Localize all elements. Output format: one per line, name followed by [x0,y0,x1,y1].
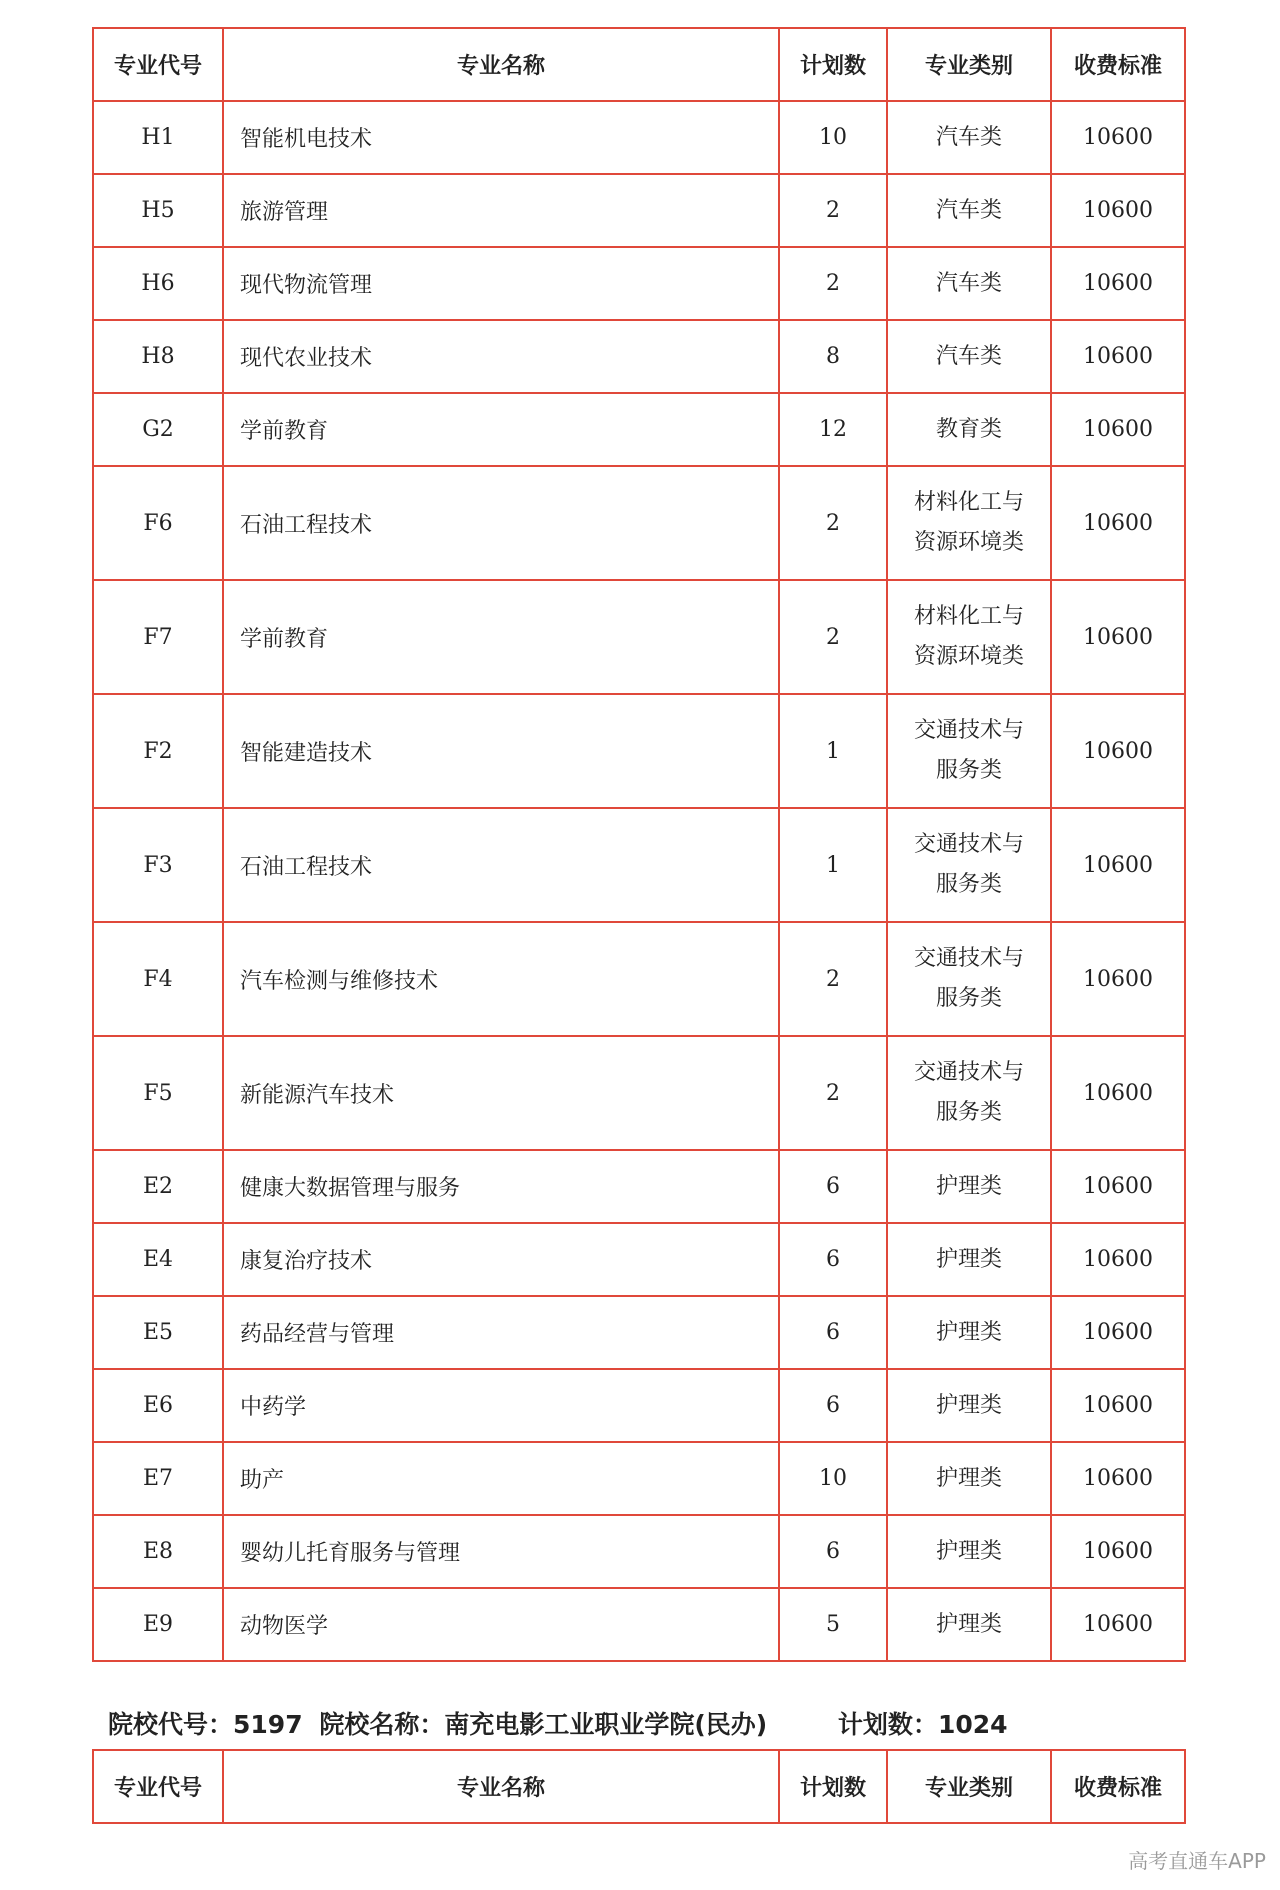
cell-name: 助产 [223,1442,779,1515]
cell-category: 汽车类 [887,320,1051,393]
cell-code: E2 [93,1150,223,1223]
table-row [93,580,1185,694]
watermark-text: 高考直通车APP [1128,1849,1266,1873]
cell-category [887,922,1051,1036]
cell-plan: 2 [779,174,887,247]
cell-name: 旅游管理 [223,174,779,247]
cell-fee: 10600 [1051,1588,1185,1661]
cell-name: 现代农业技术 [223,320,779,393]
table-row [93,1442,1185,1515]
cell-fee: 10600 [1051,1442,1185,1515]
cell-code: H1 [93,101,223,174]
cell-category: 护理类 [887,1369,1051,1442]
header-name: 专业名称 [223,1750,779,1823]
cell-category: 护理类 [887,1588,1051,1661]
cell-plan: 2 [779,466,887,580]
cell-fee: 10600 [1051,393,1185,466]
cell-name: 汽车检测与维修技术 [223,922,779,1036]
cell-code: G2 [93,393,223,466]
cell-fee: 10600 [1051,466,1185,580]
cell-category: 护理类 [887,1150,1051,1223]
school-name-label: 院校名称： [319,1710,445,1739]
cell-plan: 6 [779,1369,887,1442]
cell-category-line: 交通技术与 [913,832,1024,857]
table-header-row [93,28,1185,101]
cell-fee: 10600 [1051,694,1185,808]
cell-name: 康复治疗技术 [223,1223,779,1296]
cell-code: E7 [93,1442,223,1515]
table-row [93,247,1185,320]
cell-plan: 6 [779,1515,887,1588]
table-row [93,174,1185,247]
cell-category: 护理类 [887,1515,1051,1588]
cell-plan: 10 [779,1442,887,1515]
cell-fee: 10600 [1051,808,1185,922]
cell-plan: 2 [779,247,887,320]
cell-category-line: 交通技术与 [913,1060,1024,1085]
table-row [93,694,1185,808]
cell-name: 学前教育 [223,580,779,694]
header-fee: 收费标准 [1051,1750,1185,1823]
cell-code: H8 [93,320,223,393]
cell-name: 石油工程技术 [223,466,779,580]
cell-category: 汽车类 [887,101,1051,174]
table-row [93,1036,1185,1150]
cell-category [887,580,1051,694]
table-header-row [93,1750,1185,1823]
enrollment-table [92,27,1186,1662]
cell-fee: 10600 [1051,922,1185,1036]
cell-fee: 10600 [1051,1515,1185,1588]
cell-category: 教育类 [887,393,1051,466]
cell-fee: 10600 [1051,1150,1185,1223]
school-code-label: 院校代号： [108,1710,234,1739]
cell-fee: 10600 [1051,1223,1185,1296]
cell-name: 新能源汽车技术 [223,1036,779,1150]
cell-fee: 10600 [1051,1296,1185,1369]
cell-plan: 10 [779,101,887,174]
cell-name: 动物医学 [223,1588,779,1661]
cell-name: 婴幼儿托育服务与管理 [223,1515,779,1588]
cell-code: F7 [93,580,223,694]
cell-fee: 10600 [1051,1369,1185,1442]
cell-code: E4 [93,1223,223,1296]
cell-name: 现代物流管理 [223,247,779,320]
header-code: 专业代号 [93,1750,223,1823]
cell-plan: 1 [779,808,887,922]
cell-code: E5 [93,1296,223,1369]
cell-category-line: 材料化工与 [913,604,1024,629]
table-row [93,1369,1185,1442]
school-plan-label: 计划数： [837,1710,938,1739]
cell-name: 智能机电技术 [223,101,779,174]
cell-category-line: 材料化工与 [913,490,1024,515]
cell-category [887,466,1051,580]
cell-code: F3 [93,808,223,922]
header-category: 专业类别 [887,28,1051,101]
school-name: 南充电影工业职业学院(民办) [444,1710,768,1739]
cell-plan: 8 [779,320,887,393]
table-body [93,101,1185,1661]
table-row [93,1588,1185,1661]
cell-category: 汽车类 [887,247,1051,320]
table-row [93,1296,1185,1369]
cell-plan: 2 [779,580,887,694]
cell-plan: 6 [779,1223,887,1296]
header-fee: 收费标准 [1051,28,1185,101]
header-plan: 计划数 [779,1750,887,1823]
header-name: 专业名称 [223,28,779,101]
cell-code: F5 [93,1036,223,1150]
table-row [93,393,1185,466]
cell-plan: 5 [779,1588,887,1661]
table-row [93,1515,1185,1588]
cell-plan: 6 [779,1296,887,1369]
school-info-line [108,1705,1008,1741]
table-row [93,320,1185,393]
cell-plan: 2 [779,922,887,1036]
cell-category [887,808,1051,922]
cell-fee: 10600 [1051,247,1185,320]
cell-category-line: 资源环境类 [913,644,1024,669]
cell-category [887,694,1051,808]
cell-fee: 10600 [1051,580,1185,694]
cell-plan: 12 [779,393,887,466]
table-row [93,1150,1185,1223]
second-enrollment-table [92,1749,1186,1824]
cell-fee: 10600 [1051,101,1185,174]
table-row [93,466,1185,580]
school-code: 5197 [233,1710,303,1739]
cell-fee: 10600 [1051,1036,1185,1150]
cell-code: F6 [93,466,223,580]
cell-fee: 10600 [1051,174,1185,247]
cell-category: 护理类 [887,1442,1051,1515]
cell-name: 健康大数据管理与服务 [223,1150,779,1223]
cell-code: E6 [93,1369,223,1442]
school-plan: 1024 [937,1710,1008,1739]
cell-plan: 2 [779,1036,887,1150]
header-plan: 计划数 [779,28,887,101]
cell-category: 汽车类 [887,174,1051,247]
table-row [93,808,1185,922]
table-row [93,1223,1185,1296]
cell-name: 智能建造技术 [223,694,779,808]
cell-code: E9 [93,1588,223,1661]
cell-code: F4 [93,922,223,1036]
header-code: 专业代号 [93,28,223,101]
cell-name: 石油工程技术 [223,808,779,922]
cell-fee: 10600 [1051,320,1185,393]
cell-code: F2 [93,694,223,808]
cell-plan: 6 [779,1150,887,1223]
cell-category-line: 资源环境类 [913,530,1024,555]
cell-category-line: 服务类 [935,986,1002,1011]
cell-category [887,1036,1051,1150]
cell-category: 护理类 [887,1223,1051,1296]
cell-category-line: 服务类 [935,1100,1002,1125]
cell-category-line: 交通技术与 [913,946,1024,971]
cell-category-line: 服务类 [935,758,1002,783]
table-row [93,922,1185,1036]
cell-name: 学前教育 [223,393,779,466]
cell-plan: 1 [779,694,887,808]
cell-category-line: 交通技术与 [913,718,1024,743]
cell-category: 护理类 [887,1296,1051,1369]
header-category: 专业类别 [887,1750,1051,1823]
cell-category-line: 服务类 [935,872,1002,897]
cell-name: 中药学 [223,1369,779,1442]
cell-code: H6 [93,247,223,320]
cell-code: E8 [93,1515,223,1588]
cell-name: 药品经营与管理 [223,1296,779,1369]
cell-code: H5 [93,174,223,247]
table-row [93,101,1185,174]
